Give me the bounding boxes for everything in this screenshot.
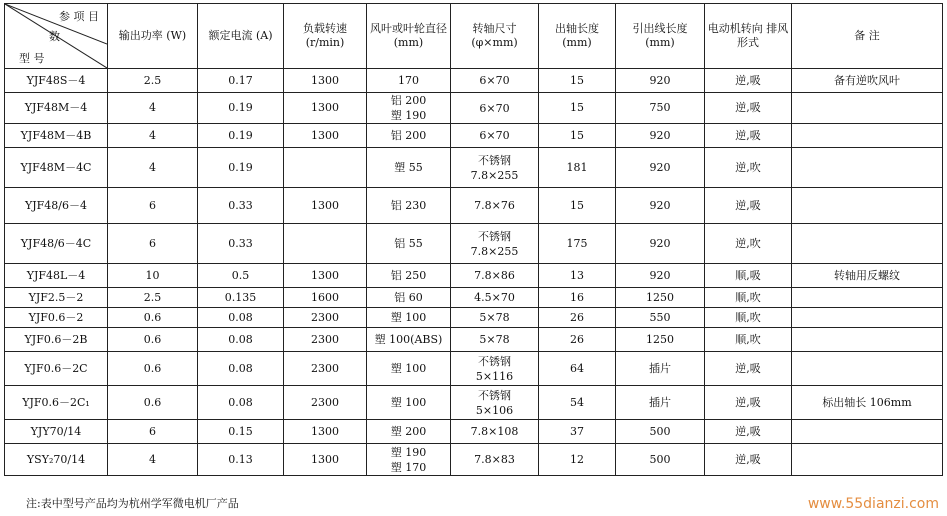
col-header-power: 输出功率 (W) (108, 4, 198, 69)
table-row (5, 69, 943, 93)
cell-model: YJF0.6－2 (5, 308, 108, 328)
cell-rotation: 逆,吸 (705, 444, 792, 476)
cell-lead-length: 920 (616, 69, 705, 93)
cell-fan-diameter-line: 塑 100 (390, 396, 427, 409)
cell-rotation: 逆,吸 (705, 420, 792, 444)
cell-rotation: 逆,吸 (705, 352, 792, 386)
cell-power: 10 (108, 264, 198, 288)
cell-current: 0.08 (198, 328, 284, 352)
cell-fan-diameter-line: 塑 190 (390, 445, 427, 459)
cell-rotation: 顺,吹 (705, 288, 792, 308)
table-row (5, 188, 943, 224)
cell-speed: 1300 (284, 420, 367, 444)
cell-lead-length: 750 (616, 93, 705, 124)
cell-shaft-size-line: 7.8×255 (470, 168, 519, 182)
cell-lead-length: 500 (616, 444, 705, 476)
diag-label-model: 型 号 (19, 52, 45, 65)
header-row (5, 4, 943, 69)
table-row (5, 124, 943, 148)
cell-power: 0.6 (108, 328, 198, 352)
cell-speed: 1300 (284, 188, 367, 224)
cell-lead-length: 插片 (616, 386, 705, 420)
cell-shaft-size (451, 264, 539, 288)
cell-shaft-size-line: 7.8×76 (474, 199, 515, 212)
cell-lead-length: 920 (616, 124, 705, 148)
diag-label-param: 参 项 目 (59, 10, 99, 23)
cell-power: 0.6 (108, 308, 198, 328)
cell-fan-diameter (367, 288, 451, 308)
cell-speed: 2300 (284, 386, 367, 420)
cell-remark (792, 93, 943, 124)
cell-fan-diameter (367, 148, 451, 188)
table-row (5, 264, 943, 288)
cell-fan-diameter (367, 224, 451, 264)
cell-speed (284, 148, 367, 188)
cell-speed: 2300 (284, 328, 367, 352)
cell-fan-diameter-line: 塑 170 (390, 460, 427, 474)
cell-fan-diameter (367, 328, 451, 352)
cell-shaft-length: 15 (539, 124, 616, 148)
cell-shaft-length: 16 (539, 288, 616, 308)
cell-fan-diameter-line: 铝 200 (390, 129, 427, 142)
cell-model: YJY70/14 (5, 420, 108, 444)
cell-model: YJF0.6－2C₁ (5, 386, 108, 420)
cell-model: YJF48/6－4C (5, 224, 108, 264)
col-header-fan-diameter: 风叶或叶轮直径 (mm) (367, 4, 451, 69)
cell-speed: 1300 (284, 93, 367, 124)
cell-fan-diameter (367, 386, 451, 420)
cell-shaft-size-line: 6×70 (479, 101, 510, 115)
diag-label-number: 数 (49, 30, 60, 43)
table-row (5, 444, 943, 476)
cell-rotation: 逆,吸 (705, 386, 792, 420)
cell-shaft-size-line: 7.8×108 (470, 425, 519, 438)
cell-power: 0.6 (108, 386, 198, 420)
table-row (5, 93, 943, 124)
cell-lead-length: 550 (616, 308, 705, 328)
table-row (5, 288, 943, 308)
cell-power: 6 (108, 420, 198, 444)
cell-fan-diameter (367, 308, 451, 328)
cell-current: 0.5 (198, 264, 284, 288)
cell-model: YJF0.6－2C (5, 352, 108, 386)
cell-speed: 1300 (284, 69, 367, 93)
table-row (5, 224, 943, 264)
cell-remark: 转轴用反螺纹 (792, 264, 943, 288)
cell-shaft-size (451, 69, 539, 93)
cell-shaft-length: 175 (539, 224, 616, 264)
cell-rotation: 逆,吸 (705, 124, 792, 148)
cell-speed: 1600 (284, 288, 367, 308)
cell-remark (792, 328, 943, 352)
cell-current: 0.17 (198, 69, 284, 93)
cell-rotation: 逆,吸 (705, 93, 792, 124)
cell-fan-diameter (367, 188, 451, 224)
cell-model: YJF48M－4B (5, 124, 108, 148)
cell-remark: 备有逆吹风叶 (792, 69, 943, 93)
col-header-speed: 负载转速 (r/min) (284, 4, 367, 69)
cell-fan-diameter (367, 264, 451, 288)
cell-shaft-length: 13 (539, 264, 616, 288)
cell-fan-diameter-line: 铝 60 (394, 291, 423, 304)
cell-shaft-length: 181 (539, 148, 616, 188)
cell-shaft-length: 37 (539, 420, 616, 444)
cell-fan-diameter-line: 铝 230 (390, 199, 427, 212)
cell-fan-diameter-line: 塑 190 (390, 109, 427, 122)
cell-fan-diameter-line: 铝 55 (394, 237, 423, 250)
watermark: www.55dianzi.com (807, 496, 939, 512)
cell-speed (284, 224, 367, 264)
cell-shaft-size-line: 不锈钢 (478, 153, 511, 167)
cell-power: 6 (108, 224, 198, 264)
cell-remark (792, 148, 943, 188)
cell-model: YJF0.6－2B (5, 328, 108, 352)
cell-lead-length: 插片 (616, 352, 705, 386)
cell-shaft-size-line: 不锈钢 (478, 388, 511, 402)
cell-fan-diameter-line: 塑 100 (390, 311, 427, 324)
cell-rotation: 逆,吸 (705, 69, 792, 93)
cell-current: 0.33 (198, 188, 284, 224)
cell-rotation: 顺,吹 (705, 308, 792, 328)
cell-shaft-length: 26 (539, 328, 616, 352)
cell-lead-length: 920 (616, 148, 705, 188)
cell-shaft-size-line: 7.8×86 (474, 269, 515, 282)
cell-shaft-size-line: 5×116 (475, 369, 514, 383)
cell-speed: 2300 (284, 352, 367, 386)
cell-fan-diameter-line: 塑 100(ABS) (374, 333, 443, 346)
cell-remark (792, 444, 943, 476)
cell-power: 4 (108, 148, 198, 188)
cell-fan-diameter (367, 93, 451, 124)
cell-lead-length: 920 (616, 224, 705, 264)
cell-remark (792, 124, 943, 148)
cell-shaft-size-line: 4.5×70 (474, 291, 515, 304)
cell-fan-diameter-line: 塑 100 (390, 362, 427, 375)
cell-model: YJF48S－4 (5, 69, 108, 93)
cell-current: 0.135 (198, 288, 284, 308)
col-header-lead-length: 引出线长度 (mm) (616, 4, 705, 69)
cell-fan-diameter (367, 444, 451, 476)
cell-shaft-size (451, 420, 539, 444)
cell-current: 0.13 (198, 444, 284, 476)
cell-rotation: 逆,吹 (705, 224, 792, 264)
cell-power: 4 (108, 93, 198, 124)
table-row (5, 148, 943, 188)
col-header-rotation: 电动机转向 排风形式 (705, 4, 792, 69)
cell-shaft-length: 54 (539, 386, 616, 420)
cell-shaft-size-line: 5×78 (479, 311, 510, 324)
cell-shaft-size-line: 6×70 (479, 74, 510, 87)
cell-speed: 1300 (284, 124, 367, 148)
cell-model: YJF2.5－2 (5, 288, 108, 308)
cell-power: 2.5 (108, 69, 198, 93)
cell-fan-diameter (367, 420, 451, 444)
cell-shaft-length: 15 (539, 93, 616, 124)
cell-model: YSY₂70/14 (5, 444, 108, 476)
cell-speed: 2300 (284, 308, 367, 328)
cell-current: 0.33 (198, 224, 284, 264)
cell-remark (792, 352, 943, 386)
col-header-shaft-size: 转轴尺寸 (φ×mm) (451, 4, 539, 69)
cell-power: 6 (108, 188, 198, 224)
cell-fan-diameter-line: 塑 200 (390, 425, 427, 438)
cell-model: YJF48/6－4 (5, 188, 108, 224)
cell-shaft-size-line: 不锈钢 (478, 229, 511, 243)
cell-shaft-size-line: 7.8×255 (470, 244, 519, 258)
cell-shaft-size (451, 328, 539, 352)
cell-shaft-size (451, 386, 539, 420)
cell-shaft-length: 64 (539, 352, 616, 386)
cell-remark (792, 224, 943, 264)
cell-remark (792, 288, 943, 308)
cell-fan-diameter (367, 124, 451, 148)
cell-fan-diameter-line: 铝 250 (390, 269, 427, 282)
cell-shaft-size-line: 5×78 (479, 333, 510, 346)
cell-rotation: 顺,吹 (705, 328, 792, 352)
cell-fan-diameter (367, 352, 451, 386)
cell-lead-length: 500 (616, 420, 705, 444)
table-row (5, 420, 943, 444)
col-header-shaft-length: 出轴长度 (mm) (539, 4, 616, 69)
cell-rotation: 逆,吸 (705, 188, 792, 224)
spec-table (4, 3, 943, 476)
cell-power: 4 (108, 444, 198, 476)
cell-rotation: 顺,吸 (705, 264, 792, 288)
diagonal-header-cell (5, 4, 108, 69)
cell-model: YJF48M－4 (5, 93, 108, 124)
cell-model: YJF48M－4C (5, 148, 108, 188)
cell-fan-diameter-line: 170 (398, 74, 419, 87)
cell-power: 4 (108, 124, 198, 148)
cell-shaft-size (451, 288, 539, 308)
cell-shaft-size (451, 224, 539, 264)
cell-remark: 标出轴长 106mm (792, 386, 943, 420)
cell-shaft-length: 26 (539, 308, 616, 328)
col-header-current: 额定电流 (A) (198, 4, 284, 69)
cell-shaft-size-line: 6×70 (479, 129, 510, 142)
cell-current: 0.08 (198, 386, 284, 420)
cell-shaft-size (451, 124, 539, 148)
cell-remark (792, 308, 943, 328)
cell-fan-diameter (367, 69, 451, 93)
cell-current: 0.19 (198, 148, 284, 188)
cell-shaft-size-line: 7.8×83 (474, 453, 515, 466)
cell-shaft-size-line: 5×106 (475, 403, 514, 417)
table-row (5, 352, 943, 386)
cell-current: 0.08 (198, 352, 284, 386)
cell-shaft-length: 15 (539, 69, 616, 93)
table-body (5, 69, 943, 476)
table-row (5, 386, 943, 420)
cell-speed: 1300 (284, 264, 367, 288)
cell-power: 0.6 (108, 352, 198, 386)
cell-lead-length: 1250 (616, 328, 705, 352)
cell-shaft-length: 12 (539, 444, 616, 476)
table-row (5, 308, 943, 328)
cell-shaft-size (451, 188, 539, 224)
cell-power: 2.5 (108, 288, 198, 308)
cell-shaft-size (451, 148, 539, 188)
cell-current: 0.15 (198, 420, 284, 444)
footnote: 注:表中型号产品均为杭州学军微电机厂产品 (26, 497, 239, 510)
cell-lead-length: 920 (616, 264, 705, 288)
cell-current: 0.19 (198, 93, 284, 124)
cell-remark (792, 188, 943, 224)
cell-shaft-size (451, 352, 539, 386)
cell-shaft-size (451, 308, 539, 328)
cell-shaft-size (451, 93, 539, 124)
cell-remark (792, 420, 943, 444)
cell-speed: 1300 (284, 444, 367, 476)
cell-lead-length: 920 (616, 188, 705, 224)
col-header-remarks: 备 注 (792, 4, 943, 69)
cell-shaft-length: 15 (539, 188, 616, 224)
cell-shaft-size (451, 444, 539, 476)
cell-lead-length: 1250 (616, 288, 705, 308)
cell-shaft-size-line: 不锈钢 (478, 354, 511, 368)
cell-current: 0.08 (198, 308, 284, 328)
cell-current: 0.19 (198, 124, 284, 148)
table-row (5, 328, 943, 352)
cell-rotation: 逆,吹 (705, 148, 792, 188)
cell-fan-diameter-line: 铝 200 (390, 94, 427, 107)
cell-model: YJF48L－4 (5, 264, 108, 288)
cell-fan-diameter-line: 塑 55 (394, 161, 423, 174)
